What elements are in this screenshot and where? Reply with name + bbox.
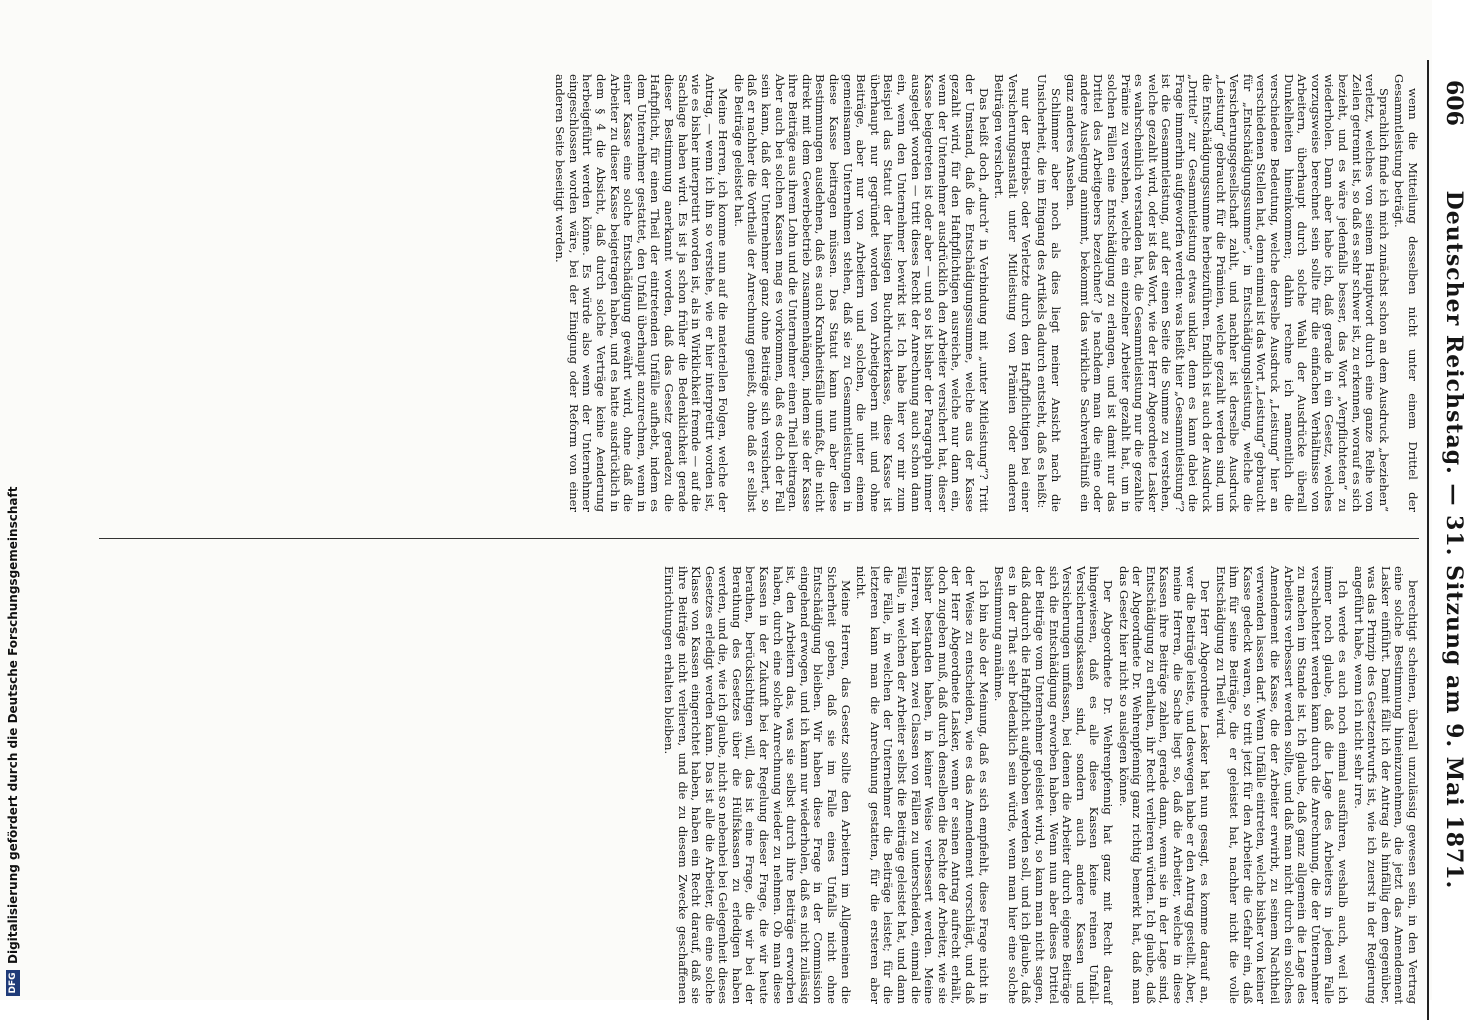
rotated-newspaper-page [85,60,1475,1020]
paragraph: Das heißt doch „durch“ in Verbindung mit „unter Mitleistung“? Tritt der Umstand, daß die Entschädigungssumme, welche aus der Kasse gezahlt wird, für den Haftpflichtigen ausreiche, welche nur dann ein, wenn der Unternehmer ausdrücklich den Arbeiter versichert hat, dieser Kasse beigetreten ist oder aber — und so ist bisher der Paragraph immer ausgelegt worden — tritt dieses Recht der Anrechnung auch schon dann ein, wenn den Unternehmer bewirkt ist. Ich habe hier vor mir zum Beispiel das Statut der hiesigen Buchdruckerkasse, diese Kasse ist überhaupt nur gegründet worden von Arbeitgebern mit und ohne Beiträge, aber nur von Arbeitern und solchen, die unter einem gemeinsamen Unternehmen stehen, daß sie zu Gesammtleistungen in diese Kasse beitragen müssen. Das Statut kann nun aber diese Bestimmungen ausdehnen, daß es auch Krankheitsfälle umfaßt, die nicht direkt mit dem Gewerbebetrieb zusammenhängen, indem sie der Kasse ihre Beiträge aus ihrem Lohn und die Unternehmer einen Theil beitragen. Aber auch bei solchen Kassen mag es vorkommen, daß es doch der Fall sein kann, daß der Unternehmer ganz ohne Beiträge sich versichert, so daß er nachher die Vortheile der Anrechnung genießt, ohne daß er selbst die Beiträge geleistet hat. [731,74,991,512]
paragraph: Der Herr Abgeordnete Lasker hat nun gesagt, es komme darauf an, wer die Beiträge leiste, und deswegen habe er den Antrag gestellt. Aber, meine Herren, die Sache liegt so, daß die Arbeiter, welche in diese Kassen ihre Beiträge zahlen, gerade dann, wenn sie in der Lage sind, Entschädigung zu erhalten, ihr Recht verlieren würden. Ich glaube, daß der Abgeordnete Dr. Wehrenpfennig ganz richtig bemerkt hat, daß man das Gesetz hier nicht so auslegen könne. [1116,566,1213,1004]
dfg-logo-icon: DFG [6,970,20,996]
page-number: 606 [1441,80,1467,126]
page-title: Deutscher Reichstag. — 31. Sitzung am 9. Mai 1871. [1441,190,1467,890]
paragraph: Der Abgeordnete Dr. Wehrenpfennig hat ganz mit Recht darauf hingewiesen, daß es alle diese Kassen keine reinen Unfall-Versicherungskassen sind, sondern auch andere Kassen und Versicherungen umfassen, bei denen die Arbeiter durch eigene Beiträge sich die Entschädigung erworben haben. Wenn nun aber dieses Drittel der Beiträge vom Unternehmer geleistet wird, so kann man nicht sagen, daß dadurch die Haftpflicht aufgehoben werden soll, und ich glaube, daß es in der That sehr bedenklich sein würde, wenn man hier eine solche Bestimmung annähme. [992,566,1115,1004]
paragraph: wenn die Mitteilung desselben nicht unter einem Drittel der Gesammtleistung beträgt. [1392,74,1420,512]
text-column-left [99,74,1419,512]
column-divider [99,538,1419,539]
page-header [1427,60,1475,1020]
text-column-right [99,566,1419,1004]
paragraph: Ich bin also der Meinung, daß es sich empfiehlt, diese Frage nicht in der Weise zu entscheiden, wie es das Amendement vorschlägt, und daß der Herr Abgeordnete Lasker, wenn er seinen Antrag aufrecht erhält, doch zugeben muß, daß durch denselben die Rechte der Arbeiter, wie sie bisher bestanden haben, in keiner Weise verbessert werden. Meine Herren, wir haben zwei Classen von Fällen zu unterscheiden, einmal die Fälle, in welchen der Arbeiter selbst die Beiträge geleistet hat, und dann die Fälle, in welchen der Unternehmer die Beiträge leistet; für die letzteren kann man die Anrechnung gestatten, für die ersteren aber nicht. [854,566,991,1004]
paragraph: nur der Betriebs- oder Verletzte durch den Haftpflichtigen bei einer Versicherungsanstalt unter Mitleistung von Prämien oder anderen Beiträgen versichert. [992,74,1034,512]
digitization-footer [2,0,24,998]
paragraph: berechtigt scheinen, überall unzulässig gewesen sein, in den Vertrag eine solche Bestimmung hineinzunehmen, die jetzt das Amendement Lasker einführt. Damit fällt ich der Antrag als hinfällig dem gegenüber, was das Prinzip des Gesetzentwurfs ist, wie ich zuerst in der Regierung angeführt habe, wenn ich nicht sehr irre. [1351,566,1420,1004]
paragraph: Meine Herren, das Gesetz sollte den Arbeitern im Allgemeinen die Sicherheit geben, daß sie im Falle eines Unfalls nicht ohne Entschädigung bleiben. Wir haben diese Frage in der Commission eingehend erwogen, und ich kann nur wiederholen, daß es nicht zulässig ist, den Arbeitern das, was sie selbst durch ihre Beiträge erworben haben, durch eine solche Anrechnung wieder zu nehmen. Ob man diese Kassen in der Zukunft bei der Regelung dieser Frage, die wir heute berathen, berücksichtigen will, das ist eine Frage, die wir bei der Berathung des Gesetzes über die Hülfskassen zu erledigen haben werden, und die, wie ich glaube, nicht so nebenbei bei Gelegenheit dieses Gesetzes erledigt werden kann. Das ist alle die Arbeiter, die eine solche Klasse von Kassen eingerichtet haben, haben ein Recht darauf, daß sie ihre Beiträge nicht verlieren, und die zu diesem Zwecke geschaffenen Einrichtungen erhalten bleiben. [661,566,853,1004]
paragraph: Ich werde es auch noch einmal ausführen, weshalb auch, weil ich immer noch glaube, daß die Lage des Arbeiters in jedem Falle verschlechtert werden kann durch die Anrechnung, die der Unternehmer zu machen im Stande ist. Ich glaube, daß ganz allgemein die Lage des Arbeiters verbessert werden sollte, und daß man nicht durch ein solches Amendement die Kasse, die der Arbeiter erwirbt, zu seinem Nachtheil verwenden lassen darf. Wenn Unfälle eintreten, welche bisher von keiner Kasse gedeckt waren, so tritt jetzt für den Arbeiter die Gefahr ein, daß ihm für seine Beiträge, die er geleistet hat, nachher nicht die volle Entschädigung zu Theil wird. [1213,566,1351,1004]
digitization-notice: Digitalisierung gefördert durch die Deutsche Forschungsgemeinschaft [6,486,20,964]
paragraph: Meine Herren, ich komme nun auf die materiellen Folgen, welche der Antrag, — wenn ich ihn so verstehe, wie er hier interpretirt worden ist, wie es bisher interpretirt worden ist, als in Wirklichkeit fremde — auf die Sachlage haben wird. Es ist ja schon früher die Bedenklichkeit gerade dieser Bestimmung anerkannt worden, daß das Gesetz geradezu die Haftpflicht, für einen Theil der eintretenden Unfälle aufhebt, indem es dem Unternehmer gestattet, den Unfall überhaupt anzurechnen, wenn in einer Kasse eine solche Entschädigung gewährt wird, ohne daß die Arbeiter zu dieser Kasse beigetragen haben, und es hatte ausdrücklich in dem § 4 die Absicht, daß durch solche Verträge keine Aenderung herbeigeführt werden könne. Es würde also wenn der Unternehmer eingeschlossen worden wäre, bei der Einigung oder Reform von einer anderen Seite beseitigt werden. [553,74,731,512]
paragraph: Schlimmer aber noch als dies liegt meiner Ansicht nach die Unsicherheit, die im Eingang des Artikels dadurch entsteht, daß es heißt: [1034,74,1063,512]
paragraph: Sprachlich finde ich mich zunächst schon an dem Ausdruck „beziehen“ verletzt, welches von seinem Hauptwort durch eine ganze Reihe von Zeilen getrennt ist, so daß es sehr schwer ist, zu erkennen, worauf es sich bezieht, und es wäre jedenfalls besser, das Wort „Verpflichteten“ zu wiederholen. Dann aber habe ich, daß gerade in ein Gesetz, welches vorzugsweise berechnet sein sollte für die einfachen Verhältnisse von Arbeitern, überhaupt durch solche Wahl der Ausdrücke überall Dunkelheiten hineinkommen; dahin rechne ich namentlich die verschiedene Bedeutung, welche derselbe Ausdruck „Leistung“ hier an verschiedenen Stellen hat, denn einmal ist das Wort „Leistung“ gebraucht für „Entschädigungssumme“, in Entschädigungsleistung, welche die Versicherungsgesellschaft zahlt, und nachher ist derselbe Ausdruck „Leistung“ gebraucht für die Prämien, welche gezahlt werden sind, um die Entschädigungssumme herbeizuführen. Endlich ist auch der Ausdruck „Drittel“ zur Gesammtleistung etwas unklar, denn es kann dabei die Frage immerhin aufgeworfen werden: was heißt hier „Gesammtleistung“? ist die Gesammtleistung, auf der einen Seite die Summe zu verstehen, welche gezahlt wird, oder ist das Wort, wie der Herr Abgeordnete Lasker es wahrscheinlich verstanden hat, die Gesammtleistung nur die gezahlte Prämie zu verstehen, welche ein einzelner Arbeiter gezahlt hat, um in solchen Fällen eine Entschädigung zu erlangen, und ist damit nur das Drittel des Arbeitgebers bezeichnet? Je nachdem man die eine oder andere Auslegung annimmt, bekommt das wirkliche Sachverhältniß ein ganz anderes Ansehen. [1064,74,1391,512]
